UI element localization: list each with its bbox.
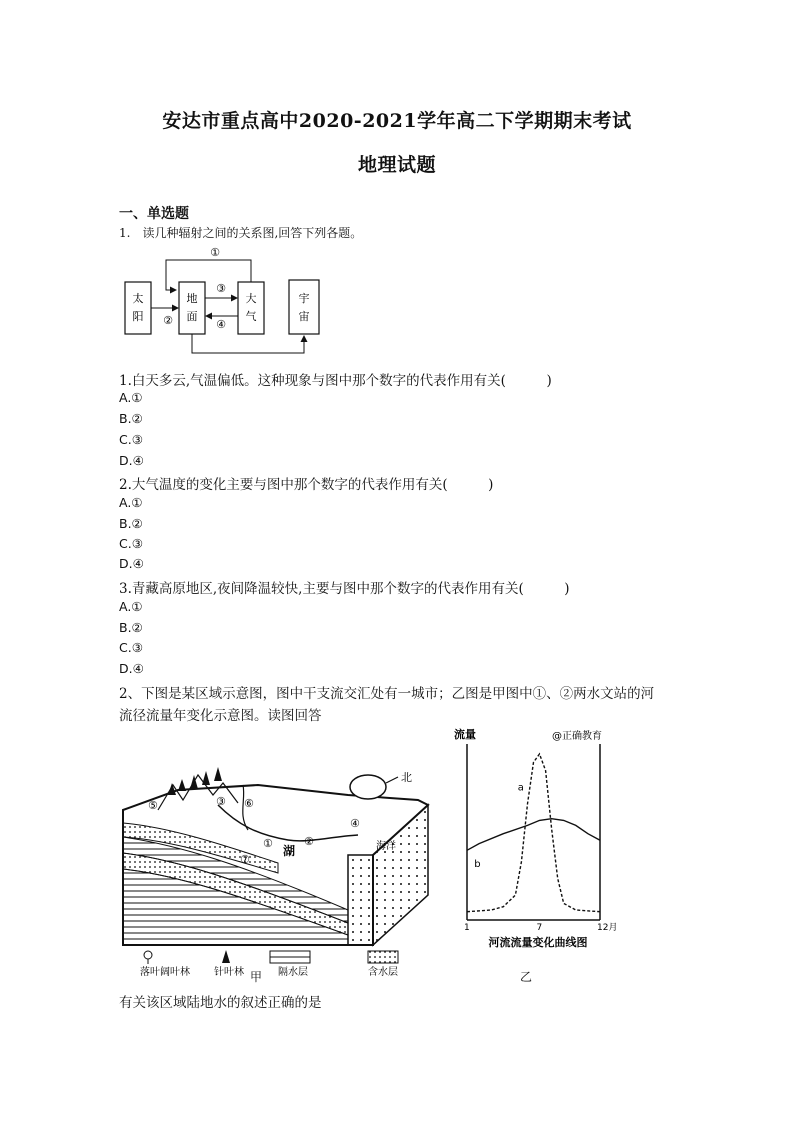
q1-sub1-option-c[interactable]: C.③ xyxy=(119,432,143,447)
north-arrow xyxy=(350,775,386,799)
legend-aquifer-swatch xyxy=(368,951,398,963)
x-tick-label: 12月 xyxy=(597,923,618,933)
q1-sub2-option-d[interactable]: D.④ xyxy=(119,556,144,571)
label-n2: ② xyxy=(163,314,173,327)
legend-aquifer: 含水层 xyxy=(368,967,398,978)
q2-stem-line1: 2、下图是某区域示意图，图中干支流交汇处有一城市；乙图是甲图中①、②两水文站的河 xyxy=(119,686,655,702)
q1-sub3-option-c[interactable]: C.③ xyxy=(119,640,143,655)
radiation-diagram xyxy=(120,240,330,360)
series-a-label: a xyxy=(517,782,524,794)
q1-sub1-option-b[interactable]: B.② xyxy=(119,411,143,426)
q1-sub3-option-a[interactable]: A.① xyxy=(119,599,143,614)
legend-conifer: 针叶林 xyxy=(214,967,244,978)
x-tick-label: 7 xyxy=(536,923,543,933)
figure-jia-caption: 甲 xyxy=(250,970,263,984)
conifer-icon xyxy=(222,950,230,963)
x-tick-label: 1 xyxy=(464,923,470,933)
q1-sub3-stem: 3.青藏高原地区,夜间降温较快,主要与图中那个数字的代表作用有关( ) xyxy=(119,581,570,597)
q1-sub1-option-d[interactable]: D.④ xyxy=(119,453,144,468)
marker-5: ⑤ xyxy=(148,799,158,812)
figure-yi-caption: 乙 xyxy=(520,970,533,984)
q2-question: 有关该区域陆地水的叙述正确的是 xyxy=(119,995,322,1011)
section-heading: 一、单选题 xyxy=(119,206,189,222)
figure-yi-chart xyxy=(452,724,622,954)
chart-ylabel: 流量 xyxy=(454,728,476,741)
label-n3: ③ xyxy=(216,282,226,295)
series-a-line xyxy=(467,754,600,912)
north-label: 北 xyxy=(401,771,412,784)
legend-aquiclude: 隔水层 xyxy=(278,967,308,978)
series-b-label: b xyxy=(474,858,481,870)
label-n4: ④ xyxy=(216,318,226,331)
atmosphere-label-2: 气 xyxy=(245,310,257,323)
space-label-1: 宇 xyxy=(298,292,310,305)
q1-sub3-option-d[interactable]: D.④ xyxy=(119,661,144,676)
label-n1: ① xyxy=(210,246,220,259)
space-label-2: 宙 xyxy=(298,310,310,323)
marker-2: ② xyxy=(304,835,314,848)
ground-label-1: 地 xyxy=(186,292,198,305)
page-title: 安达市重点高中2020-2021学年高二下学期期末考试 xyxy=(162,110,632,132)
q1-sub2-option-c[interactable]: C.③ xyxy=(119,536,143,551)
q1-sub2-option-a[interactable]: A.① xyxy=(119,495,143,510)
atmosphere-box xyxy=(238,282,264,334)
ground-box xyxy=(179,282,205,334)
chart-watermark: @正确教育 xyxy=(552,731,602,742)
page-subtitle: 地理试题 xyxy=(357,154,436,176)
q1-sub2-option-b[interactable]: B.② xyxy=(119,516,143,531)
legend-aquiclude-swatch xyxy=(270,951,310,963)
ground-label-2: 面 xyxy=(186,310,198,323)
sun-label-2: 阳 xyxy=(132,310,144,323)
atmosphere-label-1: 大 xyxy=(245,292,257,305)
marker-3: ③ xyxy=(216,795,226,808)
q1-sub1-option-a[interactable]: A.① xyxy=(119,390,143,405)
lake-label: 湖 xyxy=(283,844,296,858)
figure-jia-block-diagram xyxy=(118,745,448,985)
arrow-ground-space xyxy=(192,334,304,353)
space-box xyxy=(289,280,319,334)
sun-box xyxy=(125,282,151,334)
ocean-face xyxy=(348,855,373,945)
q2-stem-line2: 流径流量年变化示意图。读图回答 xyxy=(119,708,322,724)
north-arrow-line xyxy=(386,777,398,783)
marker-7: ⑦ xyxy=(240,853,250,866)
q1-sub3-option-b[interactable]: B.② xyxy=(119,620,143,635)
chart-title: 河流流量变化曲线图 xyxy=(488,936,588,949)
marker-6: ⑥ xyxy=(244,797,254,810)
marker-1: ① xyxy=(263,837,273,850)
ocean-label: 海洋 xyxy=(376,841,396,852)
sun-label-1: 太 xyxy=(132,292,144,305)
marker-4: ④ xyxy=(350,817,360,830)
q1-sub1-stem: 1.白天多云,气温偏低。这种现象与图中那个数字的代表作用有关( ) xyxy=(119,373,552,389)
series-b-line xyxy=(467,819,600,851)
q1-sub2-stem: 2.大气温度的变化主要与图中那个数字的代表作用有关( ) xyxy=(119,477,494,493)
q1-intro: 1. 读几种辐射之间的关系图,回答下列各题。 xyxy=(119,226,363,240)
legend-broadleaf: 落叶阔叶林 xyxy=(140,967,190,978)
broadleaf-icon xyxy=(144,951,152,964)
